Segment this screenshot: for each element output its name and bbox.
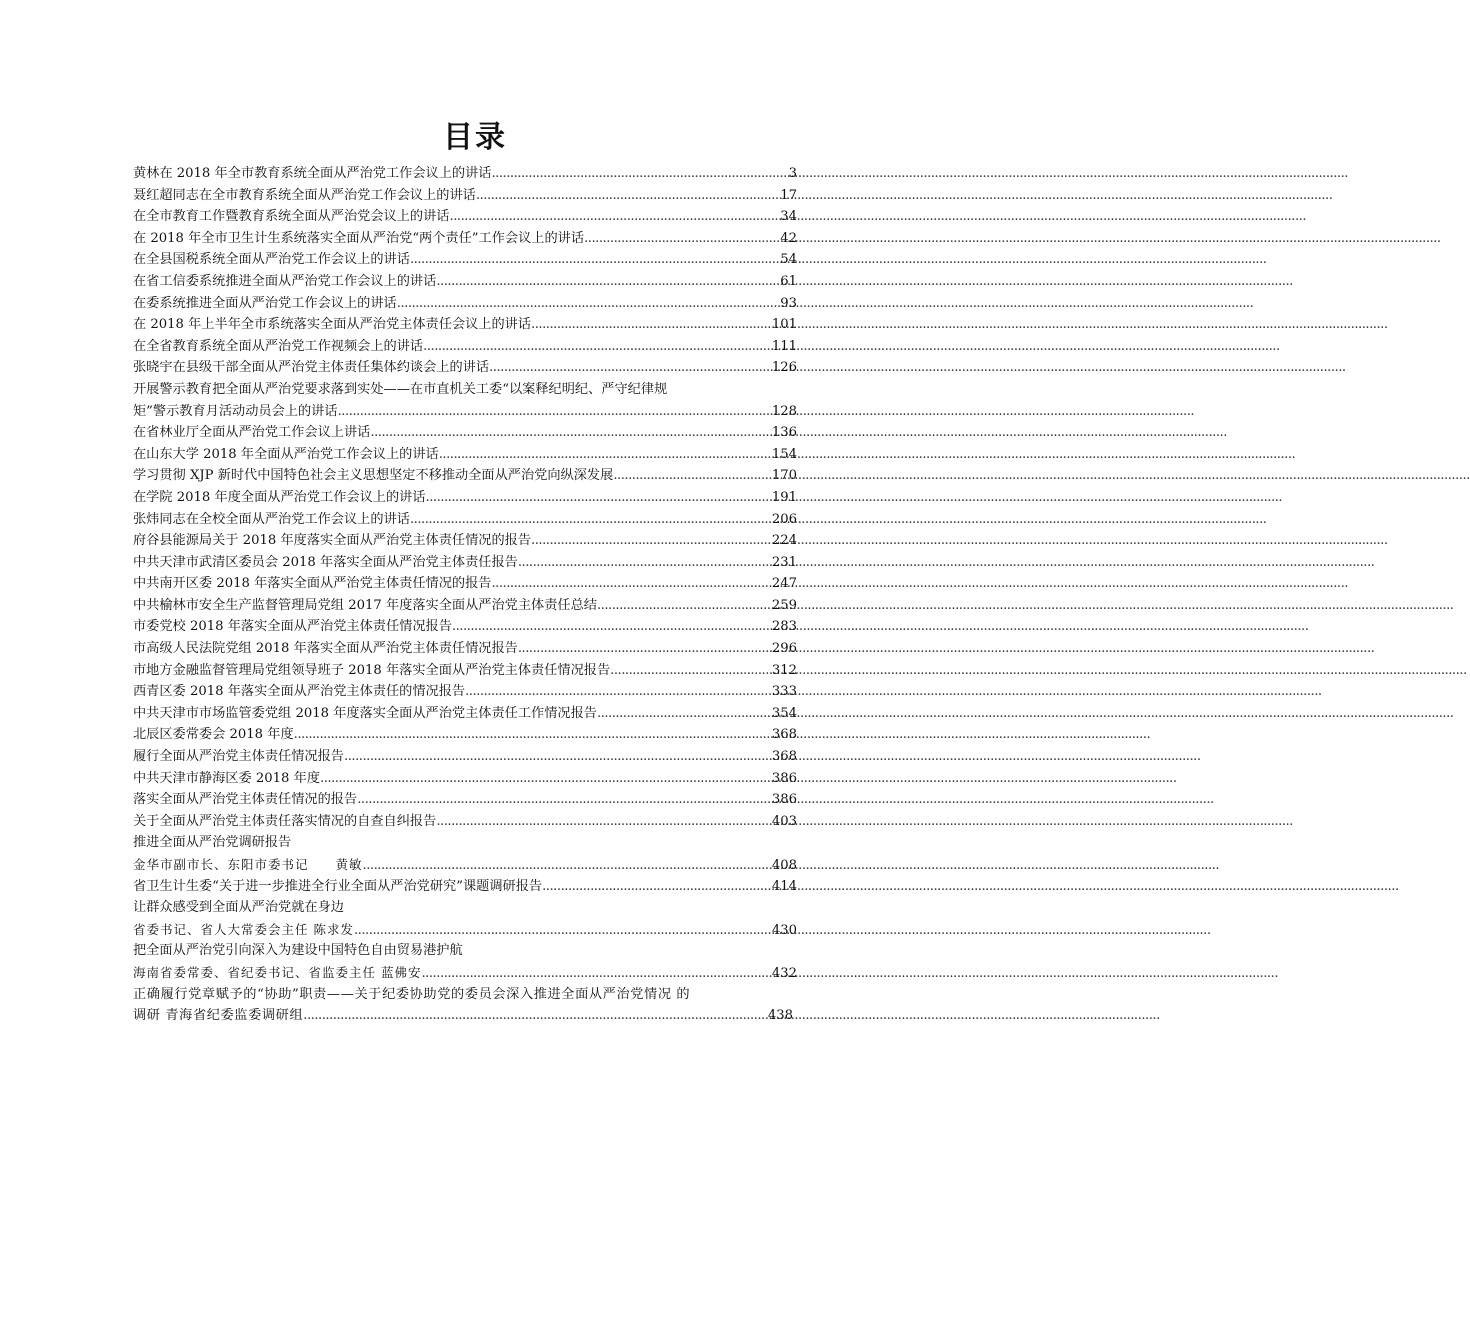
toc-entry[interactable] — [133, 876, 797, 898]
dot-leader — [421, 963, 770, 985]
dot-leader — [363, 855, 771, 877]
toc-entry[interactable] — [133, 530, 797, 552]
toc-entry-title-line: 开展警示教育把全面从严治党要求落到实处——在市直机关工委“以案释纪明纪、严守纪律规 — [133, 381, 668, 397]
toc-entry-title: 市地方金融监督管理局党组领导班子 2018 年落实全面从严治党主体责任情况报告 — [133, 662, 611, 678]
toc-entry-title: 履行全面从严治党主体责任情况报告 — [133, 749, 344, 765]
toc-title: 目录 — [443, 120, 507, 155]
toc-entry-title: 张晓宇在县级干部全面从严治党主体责任集体约谈会上的讲话 — [133, 360, 490, 376]
toc-page-number: 101 — [771, 317, 797, 333]
dot-leader — [439, 444, 771, 466]
toc-page-number: 333 — [771, 684, 797, 700]
dot-leader — [423, 336, 771, 358]
toc-page-number: 354 — [771, 705, 797, 721]
toc-page-number: 154 — [771, 446, 797, 462]
toc-entry-title: 在省工信委系统推进全面从严治党工作会议上的讲话 — [133, 273, 437, 289]
toc-page-number: 191 — [771, 489, 797, 505]
dot-leader — [597, 703, 771, 725]
toc-entry[interactable] — [133, 293, 797, 315]
toc-entry[interactable] — [133, 509, 797, 531]
dot-leader — [426, 487, 771, 509]
toc-entry-title: 学习贯彻 XJP 新时代中国特色社会主义思想坚定不移推动全面从严治党向纵深发展 — [133, 468, 614, 484]
toc-page-number: 368 — [771, 727, 797, 743]
dot-leader — [303, 1005, 767, 1027]
toc-entry-title: 在省林业厅全面从严治党工作会议上讲话 — [133, 425, 371, 441]
toc-entry-title-line: 让群众感受到全面从严治党就在身边 — [133, 900, 344, 916]
toc-page-number: 403 — [771, 813, 797, 829]
toc-entry[interactable] — [133, 746, 797, 768]
toc-page-number: 3 — [788, 166, 797, 181]
toc-entry-title-line: 推进全面从严治党调研报告 — [133, 835, 292, 851]
dot-leader — [436, 811, 771, 833]
toc-entry[interactable] — [133, 768, 797, 790]
toc-entry[interactable] — [133, 1005, 793, 1027]
dot-leader — [597, 595, 771, 617]
toc-entry-title: 市委党校 2018 年落实全面从严治党主体责任情况报告 — [133, 619, 452, 635]
toc-entry-title: 中共榆林市安全生产监督管理局党组 2017 年度落实全面从严治党主体责任总结 — [133, 597, 597, 613]
dot-leader — [531, 314, 771, 336]
toc-entry[interactable] — [133, 444, 797, 466]
toc-page-number: 170 — [771, 468, 797, 484]
toc-entry[interactable] — [133, 422, 797, 444]
dot-leader — [320, 768, 771, 790]
toc-entry-title: 海南省委常委、省纪委书记、省监委主任 蓝佛安 — [133, 964, 422, 980]
toc-entry-title: 在全省教育系统全面从严治党工作视频会上的讲话 — [133, 338, 424, 354]
toc-page-number: 259 — [771, 597, 797, 613]
toc-entry-title: 府谷县能源局关于 2018 年度落实全面从严治党主体责任情况的报告 — [133, 533, 532, 549]
toc-entry-title: 在全县国税系统全面从严治党工作会议上的讲话 — [133, 252, 410, 268]
dot-leader — [531, 530, 771, 552]
toc-entry[interactable] — [133, 854, 797, 876]
toc-page-number: 231 — [771, 554, 797, 570]
toc-entry-title: 省委书记、省人大常委会主任 陈求发 — [133, 921, 354, 937]
toc-page-number: 126 — [771, 360, 797, 376]
toc-entry-title: 市高级人民法院党组 2018 年落实全面从严治党主体责任情况报告 — [133, 641, 518, 657]
dot-leader — [491, 163, 787, 185]
dot-leader — [450, 206, 780, 228]
toc-page-number: 61 — [780, 273, 797, 289]
dot-leader — [465, 681, 771, 703]
toc-entry[interactable] — [133, 465, 797, 487]
toc-page-number: 136 — [771, 425, 797, 441]
toc-page-number: 34 — [780, 209, 797, 225]
toc-entry-title: 黄林在 2018 年全市教育系统全面从严治党工作会议上的讲话 — [133, 166, 492, 181]
toc-entry[interactable] — [133, 163, 797, 185]
toc-entry-title: 聂红超同志在全市教育系统全面从严治党工作会议上的讲话 — [133, 187, 476, 203]
toc-entry[interactable] — [133, 811, 797, 833]
toc-entry-title: 落实全面从严治党主体责任情况的报告 — [133, 792, 358, 808]
toc-entry-title: 关于全面从严治党主体责任落实情况的自查自纠报告 — [133, 813, 437, 829]
toc-entry[interactable] — [133, 724, 797, 746]
toc-entry-title: 在委系统推进全面从严治党工作会议上的讲话 — [133, 295, 397, 311]
dot-leader — [338, 401, 771, 423]
dot-leader — [410, 509, 771, 531]
toc-entry[interactable] — [133, 660, 797, 682]
dot-leader — [357, 789, 771, 811]
toc-page-number: 312 — [771, 662, 797, 678]
dot-leader — [344, 746, 771, 768]
toc-entry[interactable] — [133, 206, 797, 228]
toc-page-number: 386 — [771, 770, 797, 786]
dot-leader — [610, 660, 771, 682]
toc-entry[interactable] — [133, 487, 797, 509]
toc-entry[interactable] — [133, 638, 797, 660]
toc-entry[interactable] — [133, 401, 797, 423]
toc-entry[interactable] — [133, 616, 797, 638]
toc-page-number: 247 — [771, 576, 797, 592]
toc-page-number: 93 — [780, 295, 797, 311]
dot-leader — [397, 293, 779, 315]
toc-entry-title: 中共南开区委 2018 年落实全面从严治党主体责任情况的报告 — [133, 576, 492, 592]
toc-entry[interactable] — [133, 962, 797, 984]
toc-page-number: 368 — [771, 749, 797, 765]
toc-page-number: 128 — [771, 403, 797, 419]
toc-entry[interactable] — [133, 681, 797, 703]
toc-page-number: 224 — [771, 533, 797, 549]
toc-entry[interactable] — [133, 919, 797, 941]
table-of-contents — [133, 163, 797, 1027]
dot-leader — [294, 724, 771, 746]
toc-entry[interactable] — [133, 595, 797, 617]
toc-entry[interactable] — [133, 185, 797, 207]
toc-entry-title: 省卫生计生委“关于进一步推进全行业全面从严治党研究”课题调研报告 — [133, 878, 543, 894]
dot-leader — [489, 357, 771, 379]
toc-entry-title: 中共天津市市场监管委党组 2018 年度落实全面从严治党主体责任工作情况报告 — [133, 705, 597, 721]
toc-page-number: 408 — [771, 858, 797, 873]
toc-page-number: 414 — [771, 878, 797, 894]
toc-entry-title: 中共天津市静海区委 2018 年度 — [133, 770, 321, 786]
dot-leader — [354, 920, 771, 942]
dot-leader — [370, 422, 770, 444]
toc-entry-title: 矩”警示教育月活动动员会上的讲话 — [133, 403, 338, 419]
dot-leader — [518, 638, 771, 660]
toc-entry[interactable] — [133, 552, 797, 574]
toc-entry-title: 在学院 2018 年度全面从严治党工作会议上的讲话 — [133, 489, 426, 505]
toc-entry[interactable] — [133, 271, 797, 293]
toc-page-number: 111 — [771, 338, 797, 354]
dot-leader — [436, 271, 779, 293]
dot-leader — [613, 465, 771, 487]
toc-entry-title: 北辰区委常委会 2018 年度 — [133, 727, 294, 743]
dot-leader — [476, 185, 779, 207]
toc-page-number: 296 — [771, 641, 797, 657]
dot-leader — [452, 616, 771, 638]
toc-page-number: 430 — [771, 922, 797, 938]
dot-leader — [491, 573, 770, 595]
toc-page-number: 54 — [780, 252, 797, 268]
toc-entry[interactable] — [133, 789, 797, 811]
toc-entry-title: 张炜同志在全校全面从严治党工作会议上的讲话 — [133, 511, 410, 527]
toc-entry-title: 中共天津市武清区委员会 2018 年落实全面从严治党主体责任报告 — [133, 554, 518, 570]
toc-entry[interactable] — [133, 314, 797, 336]
toc-entry[interactable] — [133, 357, 797, 379]
toc-entry-title-line: 正确履行党章赋予的“协助”职责——关于纪委协助党的委员会深入推进全面从严治党情况 的 — [133, 986, 691, 1002]
toc-page-number: 438 — [767, 1008, 793, 1024]
toc-page-number: 206 — [771, 511, 797, 527]
toc-page-number: 432 — [771, 965, 797, 981]
toc-entry-title: 在 2018 年全市卫生计生系统落实全面从严治党“两个责任”工作会议上的讲话 — [133, 230, 585, 246]
toc-entry[interactable] — [133, 573, 797, 595]
toc-entry-title: 西青区委 2018 年落实全面从严治党主体责任的情况报告 — [133, 684, 466, 700]
toc-entry-title-line: 把全面从严治党引向深入为建设中国特色自由贸易港护航 — [133, 943, 463, 959]
toc-page-number: 283 — [771, 619, 797, 635]
toc-page-number: 386 — [771, 792, 797, 808]
dot-leader — [584, 228, 779, 250]
toc-page-number: 17 — [780, 187, 797, 203]
toc-entry[interactable] — [133, 228, 797, 250]
dot-leader — [410, 249, 779, 271]
toc-entry-title: 在 2018 年上半年全市系统落实全面从严治党主体责任会议上的讲话 — [133, 317, 532, 333]
toc-page-number: 42 — [780, 230, 797, 246]
toc-entry[interactable] — [133, 336, 797, 358]
toc-entry-title: 金华市副市长、东阳市委书记 黄敏 — [133, 857, 363, 872]
toc-entry[interactable] — [133, 249, 797, 271]
toc-entry[interactable] — [133, 703, 797, 725]
toc-entry-title: 在山东大学 2018 年全面从严治党工作会议上的讲话 — [133, 446, 439, 462]
dot-leader — [542, 876, 771, 898]
toc-entry-title: 调研 青海省纪委监委调研组 — [133, 1008, 304, 1024]
toc-entry-title: 在全市教育工作暨教育系统全面从严治党会议上的讲话 — [133, 209, 450, 225]
dot-leader — [518, 552, 771, 574]
